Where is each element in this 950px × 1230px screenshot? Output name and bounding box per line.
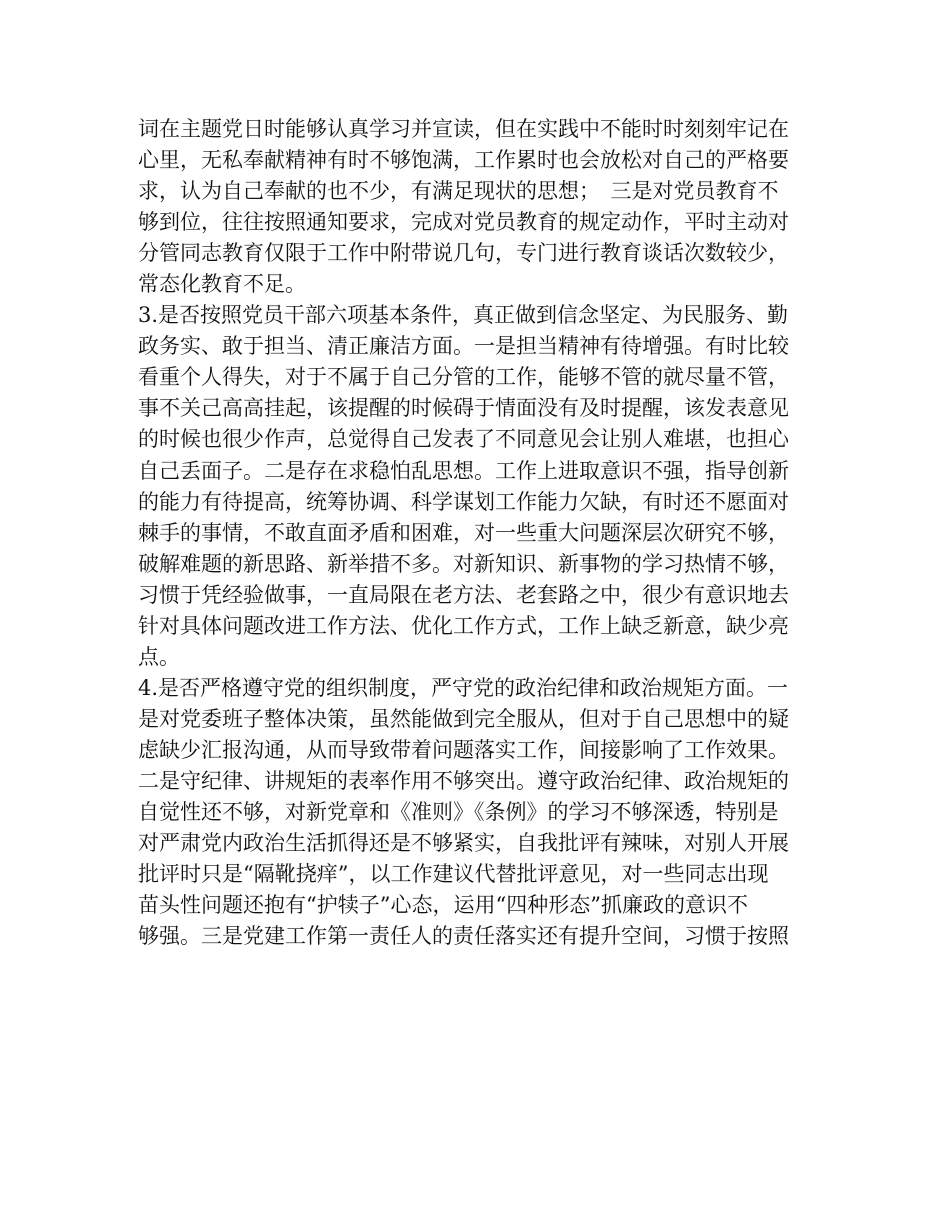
text-line: 批评时只是“隔靴挠痒”，以工作建议代替批评意见，对一些同志出现 <box>138 862 769 887</box>
text-line: 分管同志教育仅限于工作中附带说几句，专门进行教育谈话次数较少， <box>138 241 789 266</box>
text-line: 够到位，往往按照通知要求，完成对党员教育的规定动作，平时主动对 <box>138 210 789 235</box>
text-line: 的时候也很少作声，总觉得自己发表了不同意见会让别人难堪，也担心 <box>138 427 789 452</box>
text-line: 政务实、敢于担当、清正廉洁方面。一是担当精神有待增强。有时比较 <box>138 334 789 359</box>
document-body <box>138 114 818 952</box>
text-line: 4.是否严格遵守党的组织制度，严守党的政治纪律和政治规矩方面。一 <box>138 675 789 700</box>
text-line: 习惯于凭经验做事，一直局限在老方法、老套路之中，很少有意识地去 <box>138 582 789 607</box>
text-line: 3.是否按照党员干部六项基本条件，真正做到信念坚定、为民服务、勤 <box>138 303 789 328</box>
text-line: 够强。三是党建工作第一责任人的责任落实还有提升空间，习惯于按照 <box>138 924 789 949</box>
text-line: 的能力有待提高，统筹协调、科学谋划工作能力欠缺，有时还不愿面对 <box>138 489 789 514</box>
text-line: 二是守纪律、讲规矩的表率作用不够突出。遵守政治纪律、政治规矩的 <box>138 768 789 793</box>
text-line: 看重个人得失，对于不属于自己分管的工作，能够不管的就尽量不管， <box>138 365 789 390</box>
text-line: 苗头性问题还抱有“护犊子”心态，运用“四种形态”抓廉政的意识不 <box>138 893 748 918</box>
text-line: 词在主题党日时能够认真学习并宣读，但在实践中不能时时刻刻牢记在 <box>138 117 789 141</box>
text-line: 点。 <box>138 644 180 669</box>
text-line: 对严肃党内政治生活抓得还是不够紧实，自我批评有辣味，对别人开展 <box>138 831 789 856</box>
text-line: 破解难题的新思路、新举措不多。对新知识、新事物的学习热情不够， <box>138 551 789 576</box>
text-line: 事不关己高高挂起，该提醒的时候碍于情面没有及时提醒，该发表意见 <box>138 396 789 421</box>
text-line: 常态化教育不足。 <box>138 272 306 297</box>
text-line: 心里，无私奉献精神有时不够饱满，工作累时也会放松对自己的严格要 <box>138 148 789 173</box>
text-line: 针对具体问题改进工作方法、优化工作方式，工作上缺乏新意，缺少亮 <box>138 613 789 638</box>
text-line: 自觉性还不够，对新党章和《准则》《条例》的学习不够深透，特别是 <box>138 800 779 825</box>
text-line: 虑缺少汇报沟通，从而导致带着问题落实工作，间接影响了工作效果。 <box>138 737 789 762</box>
text-line: 棘手的事情，不敢直面矛盾和困难，对一些重大问题深层次研究不够， <box>138 520 789 545</box>
text-line: 是对党委班子整体决策，虽然能做到完全服从，但对于自己思想中的疑 <box>138 706 789 731</box>
text-line: 自己丢面子。二是存在求稳怕乱思想。工作上进取意识不强，指导创新 <box>138 458 789 483</box>
text-line: 求，认为自己奉献的也不少，有满足现状的思想； 三是对党员教育不 <box>138 179 779 204</box>
